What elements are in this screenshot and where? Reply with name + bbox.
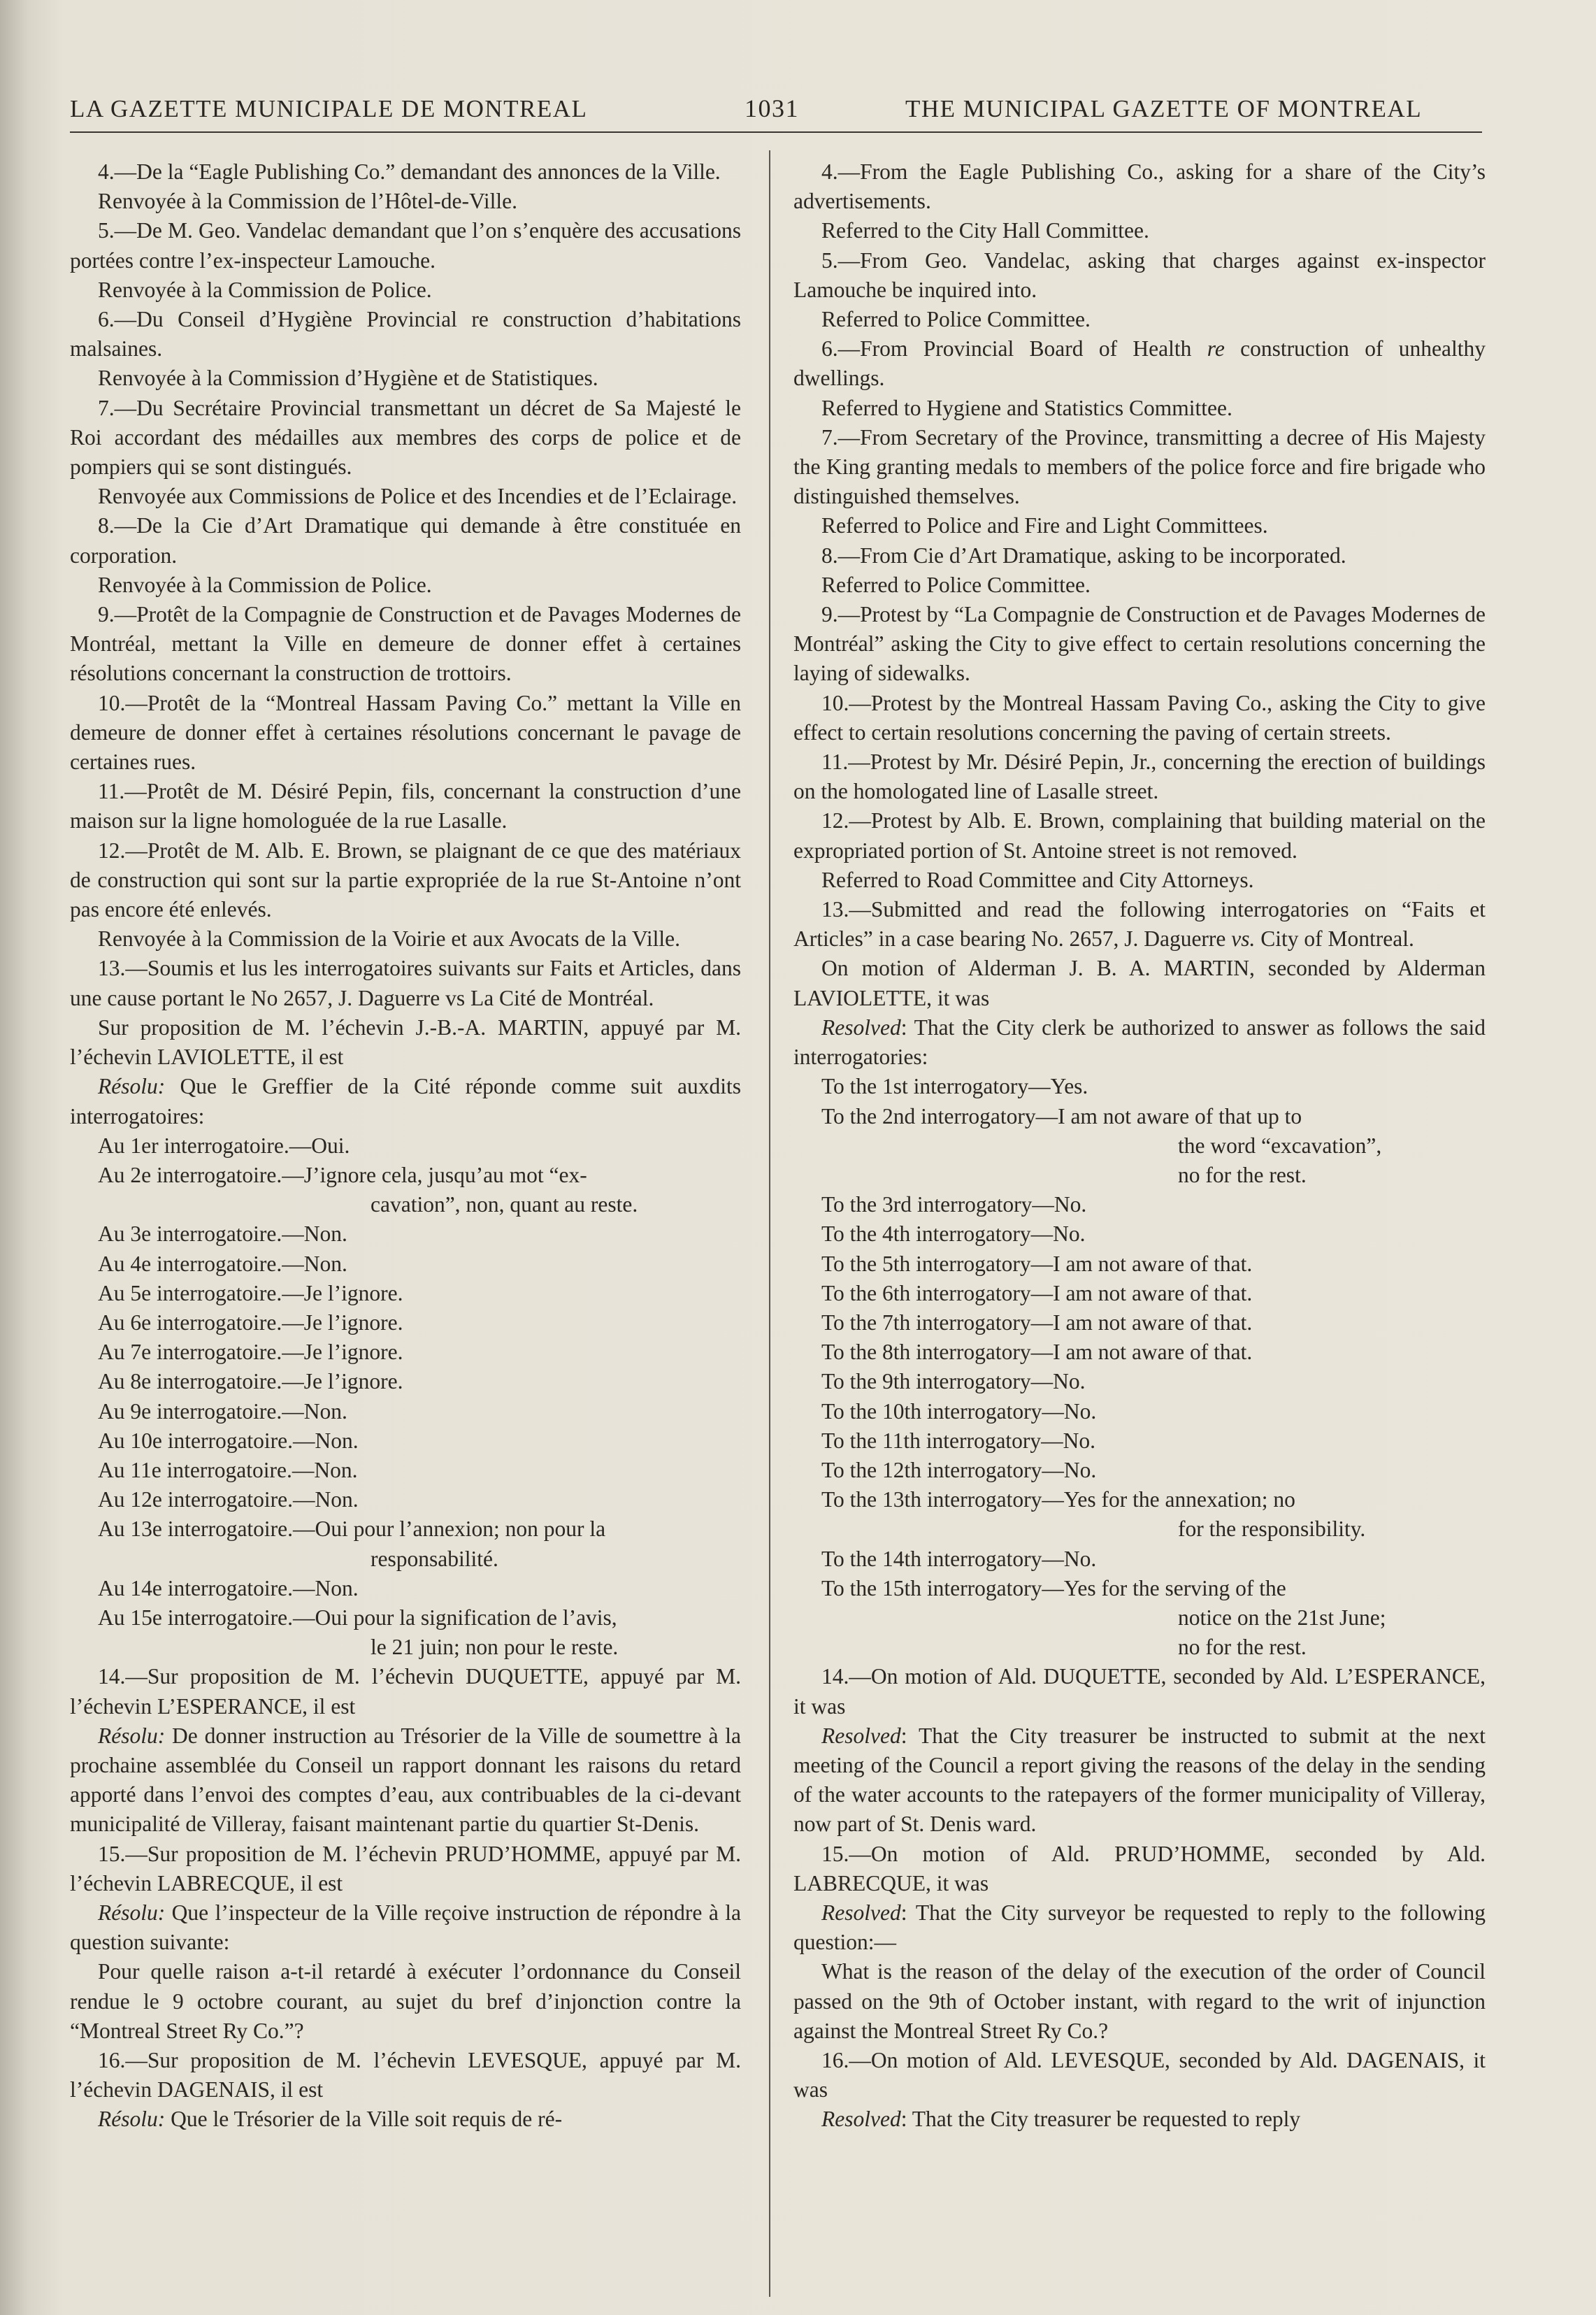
en-referral-7: Referred to Police and Fire and Light Committees. xyxy=(821,513,1268,538)
en-answer-9: To the 9th interrogatory—No. xyxy=(821,1369,1086,1394)
en-item-8: 8.—From Cie d’Art Dramatique, asking to be incorporated. xyxy=(821,543,1346,568)
english-column xyxy=(793,157,1486,2135)
en-answer-10: To the 10th interrogatory—No. xyxy=(821,1398,1097,1424)
en-item-6-text: 6.—From Provincial Board of Health xyxy=(821,336,1207,361)
fr-answer-13-cont: responsabilité. xyxy=(371,1546,498,1571)
en-answer-3: To the 3rd interrogatory—No. xyxy=(821,1192,1087,1217)
fr-referral-4: Renvoyée à la Commission de l’Hôtel-de-Ville. xyxy=(98,189,517,214)
fr-item-9: 9.—Protêt de la Compagnie de Construction et de Pavages Modernes de Montréal, mettant la Ville en demeure de donner effet à certaines résolutions concernant la construction de trottoirs. xyxy=(70,602,741,686)
fr-item-10: 10.—Protêt de la “Montreal Hassam Paving Co.” mettant la Ville en demeure de donner effet à certaines résolutions concernant le pavage de certaines rues. xyxy=(70,690,741,775)
en-referral-12: Referred to Road Committee and City Attorneys. xyxy=(821,867,1254,892)
fr-item-15: 15.—Sur proposition de M. l’échevin PRUD’HOMME, appuyé par M. l’échevin LABRECQUE, il est xyxy=(70,1841,741,1895)
header-right-title: THE MUNICIPAL GAZETTE OF MONTREAL xyxy=(905,95,1423,122)
en-question-15: What is the reason of the delay of the execution of the order of Council passed on the 9th of October instant, with regard to the writ of injunction against the Montreal Street Ry Co.? xyxy=(793,1959,1486,2043)
en-item-11: 11.—Protest by Mr. Désiré Pepin, Jr., concerning the erection of buildings on the homologated line of Lasalle street. xyxy=(793,750,1486,804)
en-answer-14: To the 14th interrogatory—No. xyxy=(821,1546,1097,1571)
en-item-12: 12.—Protest by Alb. E. Brown, complaining that building material on the expropriated portion of St. Antoine street is not removed. xyxy=(793,808,1486,863)
fr-referral-7: Renvoyée aux Commissions de Police et des Incendies et de l’Eclairage. xyxy=(98,484,738,509)
en-item-16: 16.—On motion of Ald. LEVESQUE, seconded by Ald. DAGENAIS, it was xyxy=(793,2048,1486,2102)
resolu-label: Résolu: xyxy=(98,1900,166,1925)
fr-answer-15: Au 15e interrogatoire.—Oui pour la signification de l’avis, xyxy=(98,1605,617,1630)
en-item-9: 9.—Protest by “La Compagnie de Construction et de Pavages Modernes de Montréal” asking the City to give effect to certain resolutions concerning the laying of sidewalks. xyxy=(793,602,1486,686)
fr-item-7: 7.—Du Secrétaire Provincial transmettant un décret de Sa Majesté le Roi accordant des médailles aux membres des corps de police et de pompiers qui se sont distingués. xyxy=(70,395,741,480)
fr-answer-1: Au 1er interrogatoire.—Oui. xyxy=(98,1133,350,1158)
en-motion-13: On motion of Alderman J. B. A. MARTIN, seconded by Alderman LAVIOLETTE, it was xyxy=(793,956,1486,1010)
en-resolution-15 xyxy=(793,1898,1486,1957)
fr-answer-7: Au 7e interrogatoire.—Je l’ignore. xyxy=(98,1340,403,1365)
fr-answer-11: Au 11e interrogatoire.—Non. xyxy=(98,1457,358,1482)
fr-answer-6: Au 6e interrogatoire.—Je l’ignore. xyxy=(98,1310,403,1335)
header-rule xyxy=(70,131,1482,133)
resolved-label: Resolved xyxy=(821,2107,901,2132)
en-answer-5: To the 5th interrogatory—I am not aware of that. xyxy=(821,1251,1253,1276)
en-item-4: 4.—From the Eagle Publishing Co., asking for a share of the City’s advertisements. xyxy=(793,159,1486,214)
fr-item-14: 14.—Sur proposition de M. l’échevin DUQUETTE, appuyé par M. l’échevin L’ESPERANCE, il est xyxy=(70,1664,741,1719)
resolved-label: Resolved xyxy=(821,1723,901,1748)
fr-resolution-15 xyxy=(70,1898,741,1957)
en-item-13-vs: vs. xyxy=(1231,926,1256,952)
fr-answer-2-cont: cavation”, non, quant au reste. xyxy=(371,1192,638,1217)
fr-resolution-13 xyxy=(70,1072,741,1131)
resolved-text: : That the City surveyor be requested to reply to the following question:— xyxy=(793,1900,1486,1955)
en-referral-4: Referred to the City Hall Committee. xyxy=(821,218,1149,243)
fr-answer-2: Au 2e interrogatoire.—J’ignore cela, jusqu’au mot “ex- xyxy=(98,1162,587,1187)
page-number: 1031 xyxy=(745,94,799,122)
en-answer-13: To the 13th interrogatory—Yes for the annexation; no xyxy=(821,1487,1295,1512)
fr-referral-5: Renvoyée à la Commission de Police. xyxy=(98,277,432,302)
fr-answer-5: Au 5e interrogatoire.—Je l’ignore. xyxy=(98,1280,403,1305)
en-referral-5: Referred to Police Committee. xyxy=(821,307,1091,332)
en-item-14: 14.—On motion of Ald. DUQUETTE, seconded by Ald. L’ESPERANCE, it was xyxy=(793,1664,1486,1719)
en-resolution-16 xyxy=(793,2105,1486,2134)
fr-resolution-14 xyxy=(70,1721,741,1840)
en-answer-12: To the 12th interrogatory—No. xyxy=(821,1457,1097,1482)
fr-motion-13: Sur proposition de M. l’échevin J.-B.-A. MARTIN, appuyé par M. l’échevin LAVIOLETTE, il est xyxy=(70,1015,741,1070)
header-left-title: LA GAZETTE MUNICIPALE DE MONTREAL xyxy=(70,95,588,122)
en-item-7: 7.—From Secretary of the Province, transmitting a decree of His Majesty the King granting medals to members of the police force and fire brigade who distinguished themselves. xyxy=(793,424,1486,509)
resolved-text: : That the City treasurer be requested to reply xyxy=(900,2107,1301,2132)
en-answer-13-cont: for the responsibility. xyxy=(1178,1517,1366,1542)
fr-item-6: 6.—Du Conseil d’Hygiène Provincial re construction d’habitations malsaines. xyxy=(70,307,741,361)
french-column xyxy=(70,157,741,2135)
fr-item-12: 12.—Protêt de M. Alb. E. Brown, se plaignant de ce que des matériaux de construction qui sont sur la partie expropriée de la rue St-Antoine n’ont pas encore été enlevés. xyxy=(70,838,741,922)
column-divider xyxy=(769,150,770,2297)
fr-referral-6: Renvoyée à la Commission d’Hygiène et de Statistiques. xyxy=(98,366,598,391)
en-resolution-13 xyxy=(793,1013,1486,1072)
en-answer-11: To the 11th interrogatory—No. xyxy=(821,1428,1096,1453)
fr-answer-13: Au 13e interrogatoire.—Oui pour l’annexion; non pour la xyxy=(98,1517,606,1542)
en-item-13-text: 13.—Submitted and read the following interrogatories on “Faits et Articles” in a case bearing No. 2657, J. Daguerre xyxy=(793,897,1486,952)
fr-answer-14: Au 14e interrogatoire.—Non. xyxy=(98,1575,359,1600)
fr-item-11: 11.—Protêt de M. Désiré Pepin, fils, concernant la construction d’une maison sur la ligne homologuée de la rue Lasalle. xyxy=(70,779,741,833)
en-item-6-re: re xyxy=(1207,336,1225,361)
en-answer-6: To the 6th interrogatory—I am not aware of that. xyxy=(821,1280,1253,1305)
fr-question-15: Pour quelle raison a-t-il retardé à exécuter l’ordonnance du Conseil rendue le 9 octobre courant, au sujet du bref d’injonction contre la “Montreal Street Ry Co.”? xyxy=(70,1959,741,2043)
en-answer-15: To the 15th interrogatory—Yes for the serving of the xyxy=(821,1575,1286,1600)
fr-answer-4: Au 4e interrogatoire.—Non. xyxy=(98,1251,347,1276)
page-header xyxy=(70,89,1482,131)
fr-answer-8: Au 8e interrogatoire.—Je l’ignore. xyxy=(98,1369,403,1394)
fr-answer-15-cont: le 21 juin; non pour le reste. xyxy=(371,1635,619,1660)
en-answer-2: To the 2nd interrogatory—I am not aware of that up to xyxy=(821,1103,1302,1128)
en-item-15: 15.—On motion of Ald. PRUD’HOMME, seconded by Ald. LABRECQUE, it was xyxy=(793,1841,1486,1895)
fr-item-5: 5.—De M. Geo. Vandelac demandant que l’on s’enquère des accusations portées contre l’ex-inspecteur Lamouche. xyxy=(70,218,741,273)
en-answer-4: To the 4th interrogatory—No. xyxy=(821,1221,1086,1247)
en-item-13 xyxy=(793,895,1486,954)
en-item-6 xyxy=(793,334,1486,393)
resolu-text: Que le Trésorier de la Ville soit requis de ré- xyxy=(165,2107,563,2132)
fr-answer-10: Au 10e interrogatoire.—Non. xyxy=(98,1428,359,1453)
fr-referral-8: Renvoyée à la Commission de Police. xyxy=(98,572,432,597)
resolu-label: Résolu: xyxy=(98,2107,166,2132)
en-answer-2-cont2: no for the rest. xyxy=(1178,1162,1307,1187)
fr-referral-12: Renvoyée à la Commission de la Voirie et aux Avocats de la Ville. xyxy=(98,926,680,952)
fr-resolution-16 xyxy=(70,2105,741,2134)
en-item-6-text-b: construction of unhealthy dwellings. xyxy=(793,336,1486,391)
en-item-10: 10.—Protest by the Montreal Hassam Paving Co., asking the City to give effect to certain resolutions concerning the paving of certain streets. xyxy=(793,690,1486,745)
resolu-label: Résolu: xyxy=(98,1074,166,1099)
en-answer-1: To the 1st interrogatory—Yes. xyxy=(821,1074,1088,1099)
fr-item-4: 4.—De la “Eagle Publishing Co.” demandant des annonces de la Ville. xyxy=(98,159,721,184)
en-resolution-14 xyxy=(793,1721,1486,1840)
fr-answer-3: Au 3e interrogatoire.—Non. xyxy=(98,1221,347,1247)
resolu-text: Que le Greffier de la Cité réponde comme suit auxdits interrogatoires: xyxy=(70,1074,741,1128)
resolved-label: Resolved xyxy=(821,1900,901,1925)
resolu-text: Que l’inspecteur de la Ville reçoive instruction de répondre à la question suivante: xyxy=(70,1900,741,1955)
en-answer-15-cont: notice on the 21st June; xyxy=(1178,1605,1386,1630)
en-referral-8: Referred to Police Committee. xyxy=(821,572,1091,597)
resolved-label: Resolved xyxy=(821,1015,901,1040)
en-answer-15-cont2: no for the rest. xyxy=(1178,1635,1307,1660)
en-item-5: 5.—From Geo. Vandelac, asking that charges against ex-inspector Lamouche be inquired into. xyxy=(793,248,1486,302)
fr-item-13: 13.—Soumis et lus les interrogatoires suivants sur Faits et Articles, dans une cause portant le No 2657, J. Daguerre vs La Cité de Montréal. xyxy=(70,956,741,1010)
en-answer-2-cont: the word “excavation”, xyxy=(1178,1133,1382,1158)
fr-item-8: 8.—De la Cie d’Art Dramatique qui demande à être constituée en corporation. xyxy=(70,513,741,568)
fr-answer-12: Au 12e interrogatoire.—Non. xyxy=(98,1487,359,1512)
en-item-13-text-b: City of Montreal. xyxy=(1255,926,1414,952)
en-answer-7: To the 7th interrogatory—I am not aware of that. xyxy=(821,1310,1253,1335)
resolved-text: : That the City clerk be authorized to answer as follows the said interrogatories: xyxy=(793,1015,1486,1070)
en-answer-8: To the 8th interrogatory—I am not aware of that. xyxy=(821,1340,1253,1365)
fr-answer-9: Au 9e interrogatoire.—Non. xyxy=(98,1398,347,1424)
resolu-label: Résolu: xyxy=(98,1723,166,1748)
resolved-text: : That the City treasurer be instructed to submit at the next meeting of the Council a report giving the reasons of the delay in the sending of the water accounts to the ratepayers of the former municipality of Villeray, now part of St. Denis ward. xyxy=(793,1723,1486,1837)
fr-item-16: 16.—Sur proposition de M. l’échevin LEVESQUE, appuyé par M. l’échevin DAGENAIS, il est xyxy=(70,2048,741,2102)
en-referral-6: Referred to Hygiene and Statistics Committee. xyxy=(821,395,1232,420)
resolu-text: De donner instruction au Trésorier de la Ville de soumettre à la prochaine assemblée du Conseil un rapport donnant les raisons du retard apporté dans l’envoi des comptes d’eau, aux contribuables de la ci-devant municipalité de Villeray, faisant maintenant partie du quartier St-Denis. xyxy=(70,1723,741,1837)
